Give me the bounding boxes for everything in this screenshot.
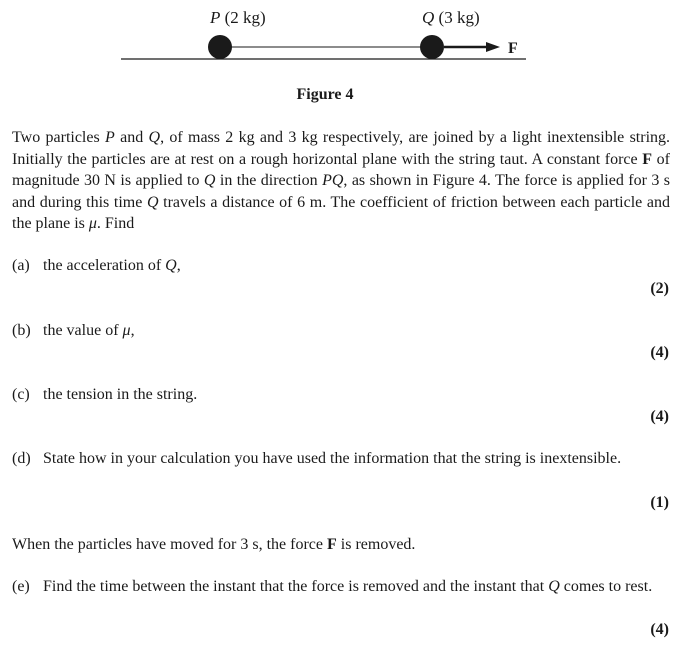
force-removed-paragraph <box>12 534 670 556</box>
part-text: the tension in the string. <box>43 386 198 403</box>
marks-d: (1) <box>650 494 669 511</box>
part-text: , <box>130 322 135 339</box>
part-e <box>12 576 670 598</box>
part-d <box>12 448 670 470</box>
part-text: , <box>176 257 181 274</box>
intro-text: . Find <box>96 215 135 232</box>
intro-text: , as shown in Figure 4. The force is applied for 3 s and during this time <box>12 172 671 211</box>
part-text: the acceleration of <box>43 257 166 274</box>
intro-paragraph <box>12 127 670 235</box>
var-mu: μ <box>122 322 131 339</box>
part-a <box>12 255 670 277</box>
part-text: the value of <box>43 322 123 339</box>
part-letter: (c) <box>12 386 30 403</box>
var-mu: μ <box>88 215 97 232</box>
var-q: Q <box>203 172 216 189</box>
part-letter: (b) <box>12 322 31 339</box>
part-b <box>12 320 670 342</box>
removed-text: is removed. <box>336 536 416 553</box>
intro-text: travels a distance of 6 m. The coefficient of friction between each particle and the plane is <box>12 193 670 232</box>
p-mass: (2 kg) <box>220 8 266 27</box>
var-q: Q <box>548 578 560 595</box>
q-letter: Q <box>422 8 435 27</box>
part-c <box>12 384 670 406</box>
intro-text: Two particles <box>12 129 106 146</box>
part-text: State how in your calculation you have used the information that the string is inextensible. <box>43 450 622 467</box>
figure-caption: Figure 4 <box>296 86 354 103</box>
marks-b: (4) <box>650 344 669 361</box>
intro-text: of magnitude 30 N is applied to <box>12 150 671 189</box>
marks-e: (4) <box>650 621 669 638</box>
marks-c: (4) <box>650 408 669 425</box>
intro-text: and <box>114 129 149 146</box>
part-text: comes to rest. <box>559 578 653 595</box>
var-pq: PQ <box>322 172 344 189</box>
part-text: Find the time between the instant that the force is removed and the instant that <box>43 578 549 595</box>
intro-text: , of mass 2 kg and 3 kg respectively, are joined by a light inextensible string. Initially the particles are at rest on a rough horizontal plane with the string taut. A constant force <box>12 129 671 168</box>
var-f: F <box>642 150 653 168</box>
q-mass: (3 kg) <box>434 8 480 27</box>
force-arrow-head <box>486 42 500 52</box>
particle-q <box>420 35 444 59</box>
p-letter: P <box>210 8 221 27</box>
intro-text: in the direction <box>215 172 323 189</box>
var-q: Q <box>146 193 159 211</box>
var-f: F <box>326 536 337 553</box>
marks-a: (2) <box>650 280 669 297</box>
removed-text: When the particles have moved for 3 s, the force <box>12 536 327 553</box>
force-label: F <box>508 40 518 57</box>
var-q: Q <box>148 129 161 146</box>
part-letter: (d) <box>12 450 31 467</box>
part-letter: (a) <box>12 257 30 274</box>
figure-drawing <box>0 0 680 80</box>
var-q: Q <box>165 257 177 274</box>
var-p: P <box>105 129 115 146</box>
part-letter: (e) <box>12 578 30 595</box>
figure-4 <box>0 0 680 80</box>
particle-p <box>208 35 232 59</box>
